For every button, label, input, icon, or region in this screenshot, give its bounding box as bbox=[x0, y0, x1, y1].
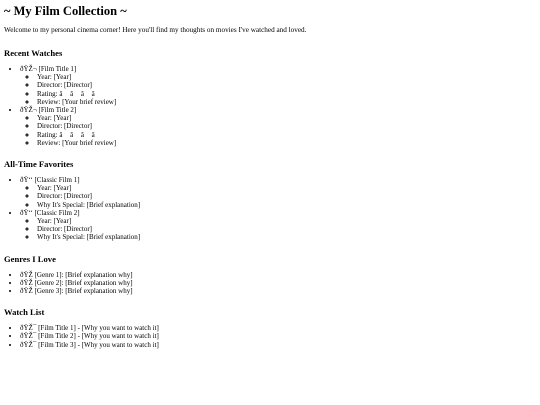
target-icon: ðŸŽ¯ bbox=[20, 324, 37, 333]
film-title: [Film Title 1] bbox=[38, 65, 77, 73]
film-review: ◦ Review: [Your brief review] bbox=[37, 98, 536, 106]
list-item bbox=[20, 176, 536, 209]
watchlist-text: [Film Title 3] - [Why you want to watch it] bbox=[38, 340, 159, 349]
watchlist-text: [Film Title 1] - [Why you want to watch it] bbox=[38, 324, 159, 333]
genre-text: [Genre 1]: [Brief explanation why] bbox=[34, 270, 133, 279]
film-year: ◦ Year: [Year] bbox=[37, 73, 536, 81]
crown-icon: ðŸ‘‘ bbox=[20, 208, 33, 217]
film-details bbox=[20, 114, 536, 147]
list-item bbox=[20, 287, 536, 295]
genre-text: [Genre 2]: [Brief explanation why] bbox=[34, 278, 133, 287]
film-details bbox=[20, 184, 536, 209]
rating-stars bbox=[59, 90, 100, 98]
film-details bbox=[20, 73, 536, 106]
film-director: ◦ Director: [Director] bbox=[37, 81, 536, 89]
target-icon: ðŸŽ¯ bbox=[20, 340, 37, 349]
list-item bbox=[20, 332, 536, 340]
star-icon: â bbox=[80, 89, 84, 98]
rating-stars bbox=[59, 131, 100, 139]
masks-icon: ðŸŽ bbox=[20, 278, 33, 287]
film-year: ◦ Year: [Year] bbox=[37, 184, 536, 192]
recent-watches-list bbox=[4, 65, 536, 147]
film-special: ◦ Why It's Special: [Brief explanation] bbox=[37, 233, 536, 241]
recent-watches-heading: Recent Watches bbox=[4, 48, 63, 58]
genre-text: [Genre 3]: [Brief explanation why] bbox=[34, 287, 133, 296]
star-icon: â bbox=[91, 130, 95, 139]
star-icon: â bbox=[80, 130, 84, 139]
list-item bbox=[20, 271, 536, 279]
film-rating bbox=[37, 131, 536, 139]
list-item bbox=[20, 279, 536, 287]
page-title: ~ My Film Collection ~ bbox=[4, 4, 127, 18]
list-item bbox=[20, 209, 536, 242]
watchlist-text: [Film Title 2] - [Why you want to watch it] bbox=[38, 332, 159, 341]
genres-heading: Genres I Love bbox=[4, 253, 56, 264]
target-icon: ðŸŽ¯ bbox=[20, 332, 37, 341]
film-year: ◦ Year: [Year] bbox=[37, 217, 536, 225]
star-icon: â bbox=[59, 89, 63, 98]
masks-icon: ðŸŽ bbox=[20, 270, 33, 279]
favorites-list bbox=[4, 176, 536, 242]
film-year: ◦ Year: [Year] bbox=[37, 114, 536, 122]
star-icon: â bbox=[59, 130, 63, 139]
watchlist-list bbox=[4, 324, 536, 349]
film-director: ◦ Director: [Director] bbox=[37, 225, 536, 233]
star-icon: â bbox=[91, 89, 95, 98]
film-rating bbox=[37, 90, 536, 98]
crown-icon: ðŸ‘‘ bbox=[20, 176, 33, 185]
film-icon: ðŸŽ¬ bbox=[20, 106, 37, 115]
star-icon: â bbox=[70, 130, 74, 139]
film-icon: ðŸŽ¬ bbox=[20, 65, 37, 73]
masks-icon: ðŸŽ bbox=[20, 287, 33, 296]
star-icon: â bbox=[70, 89, 74, 98]
favorites-heading: All-Time Favorites bbox=[4, 159, 74, 170]
film-special: ◦ Why It's Special: [Brief explanation] bbox=[37, 201, 536, 209]
film-details bbox=[20, 217, 536, 242]
film-title: [Classic Film 2] bbox=[34, 208, 80, 217]
film-review: ◦ Review: [Your brief review] bbox=[37, 139, 536, 147]
list-item bbox=[20, 106, 536, 147]
rating-label: Rating: bbox=[37, 89, 58, 98]
list-item bbox=[20, 341, 536, 349]
film-director: ◦ Director: [Director] bbox=[37, 122, 536, 130]
genres-list bbox=[4, 271, 536, 296]
list-item bbox=[20, 324, 536, 332]
film-title: [Classic Film 1] bbox=[34, 176, 80, 185]
list-item bbox=[20, 65, 536, 106]
watchlist-heading: Watch List bbox=[4, 307, 45, 318]
film-title: [Film Title 2] bbox=[38, 106, 77, 115]
film-director: ◦ Director: [Director] bbox=[37, 192, 536, 200]
intro-text: Welcome to my personal cinema corner! Here you'll find my thoughts on movies I've watched and loved. bbox=[4, 26, 307, 34]
rating-label: Rating: bbox=[37, 130, 58, 139]
